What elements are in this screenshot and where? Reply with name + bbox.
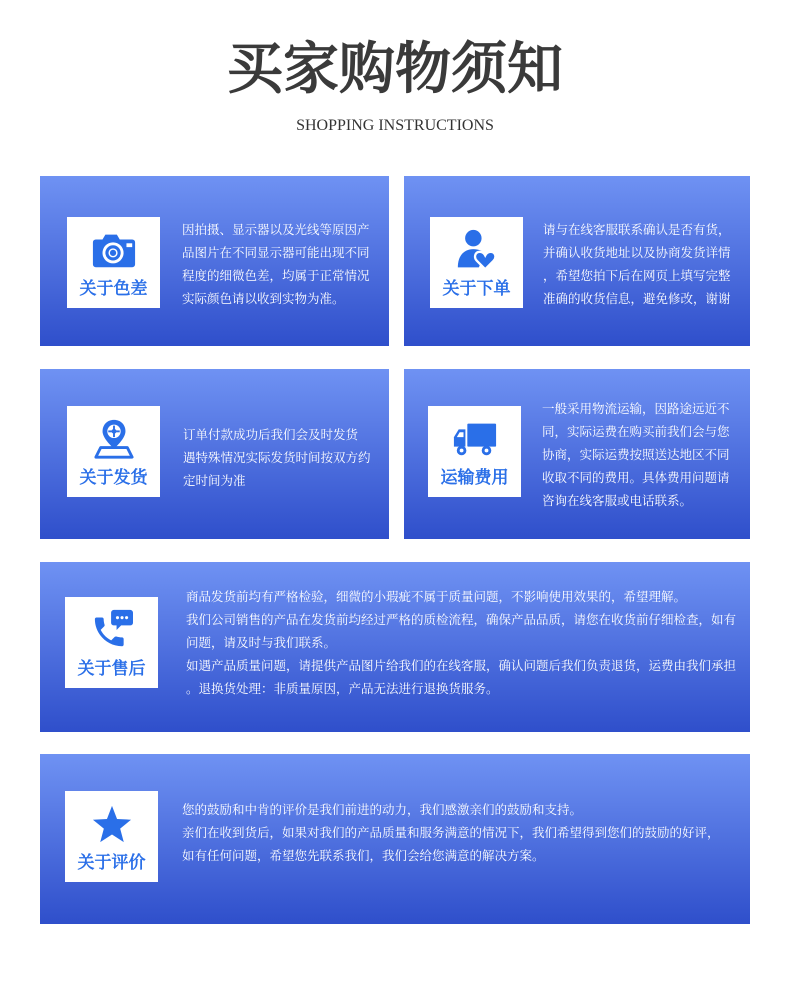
section-label: 运输费用: [440, 468, 509, 488]
section-text-line: 咨询在线客服或电话联系。: [542, 493, 693, 508]
section-text: [543, 218, 731, 310]
section-text-line: ，希望您拍下后在网页上填写完整: [543, 268, 731, 283]
section-text-line: 因拍摄、显示器以及光线等原因产: [182, 222, 370, 237]
section-text-line: 同，实际运费在购买前我们会与您: [542, 424, 730, 439]
section-label: 关于发货: [79, 468, 148, 488]
section-text-line: 定时间为准: [183, 473, 246, 488]
delivery-truck-icon: [452, 418, 498, 460]
section-label: 关于售后: [77, 659, 146, 679]
section-icon-box: [65, 791, 158, 882]
section-text-line: 品图片在不同显示器可能出现不同: [182, 245, 370, 260]
section-label: 关于色差: [79, 279, 148, 299]
section-label: 关于评价: [77, 853, 146, 873]
section-text: [186, 585, 736, 700]
section-card-freight: [404, 369, 750, 539]
section-icon-box: [67, 217, 160, 308]
section-text-line: 请与在线客服联系确认是否有货，: [543, 222, 731, 237]
section-text-line: 问题，请及时与我们联系。: [186, 635, 337, 650]
section-text-line: 准确的收货信息，避免修改，谢谢: [543, 291, 731, 306]
section-text-line: 协商，实际运费按照送达地区不同: [542, 447, 730, 462]
section-text: [182, 798, 720, 867]
section-text-line: 我们公司销售的产品在发货前均经过严格的质检流程，确保产品品质，请您在收货前仔细检查，如有: [186, 612, 737, 627]
section-text-line: 商品发货前均有严格检验，细微的小瑕疵不属于质量问题，不影响使用效果的，希望理解。: [186, 589, 687, 604]
section-icon-box: [67, 406, 160, 497]
section-text-line: 。退换货处理：非质量原因，产品无法进行退换货服务。: [186, 681, 499, 696]
page-subtitle: SHOPPING INSTRUCTIONS: [296, 117, 494, 134]
section-icon-box: [430, 217, 523, 308]
star-icon: [89, 803, 135, 845]
section-card-ordering: [404, 176, 750, 346]
section-card-shipping: [40, 369, 389, 539]
phone-chat-icon: [89, 609, 135, 651]
section-card-after-sales: [40, 562, 750, 732]
camera-icon: [91, 229, 137, 271]
section-icon-box: [428, 406, 521, 497]
section-card-color-difference: [40, 176, 389, 346]
user-heart-icon: [454, 229, 500, 271]
section-text-line: 收取不同的费用。具体费用问题请: [542, 470, 730, 485]
section-text: [182, 218, 370, 310]
section-icon-box: [65, 597, 158, 688]
section-text-line: 并确认收货地址以及协商发货详情: [543, 245, 731, 260]
section-text-line: 如有任何问题，希望您先联系我们，我们会给您满意的解决方案。: [182, 848, 545, 863]
page-title: 买家购物须知: [227, 37, 563, 102]
section-text-line: 实际颜色请以收到实物为准。: [182, 291, 345, 306]
section-text-line: 订单付款成功后我们会及时发货: [183, 427, 359, 442]
section-text-line: 您的鼓励和中肯的评价是我们前进的动力，我们感激亲们的鼓励和支持。: [182, 802, 583, 817]
section-text-line: 程度的细微色差，均属于正常情况: [182, 268, 370, 283]
section-label: 关于下单: [442, 279, 511, 299]
section-text: [183, 423, 371, 492]
section-text-line: 遇特殊情况实际发货时间按双方约: [183, 450, 371, 465]
location-pin-icon: [91, 418, 137, 460]
section-text: [542, 397, 730, 512]
section-text-line: 亲们在收到货后，如果对我们的产品质量和服务满意的情况下，我们希望得到您们的鼓励的好评，: [182, 825, 720, 840]
section-text-line: 一般采用物流运输，因路途远近不: [542, 401, 730, 416]
section-card-reviews: [40, 754, 750, 924]
section-text-line: 如遇产品质量问题，请提供产品图片给我们的在线客服，确认问题后我们负责退货，运费由我们承担: [186, 658, 737, 673]
